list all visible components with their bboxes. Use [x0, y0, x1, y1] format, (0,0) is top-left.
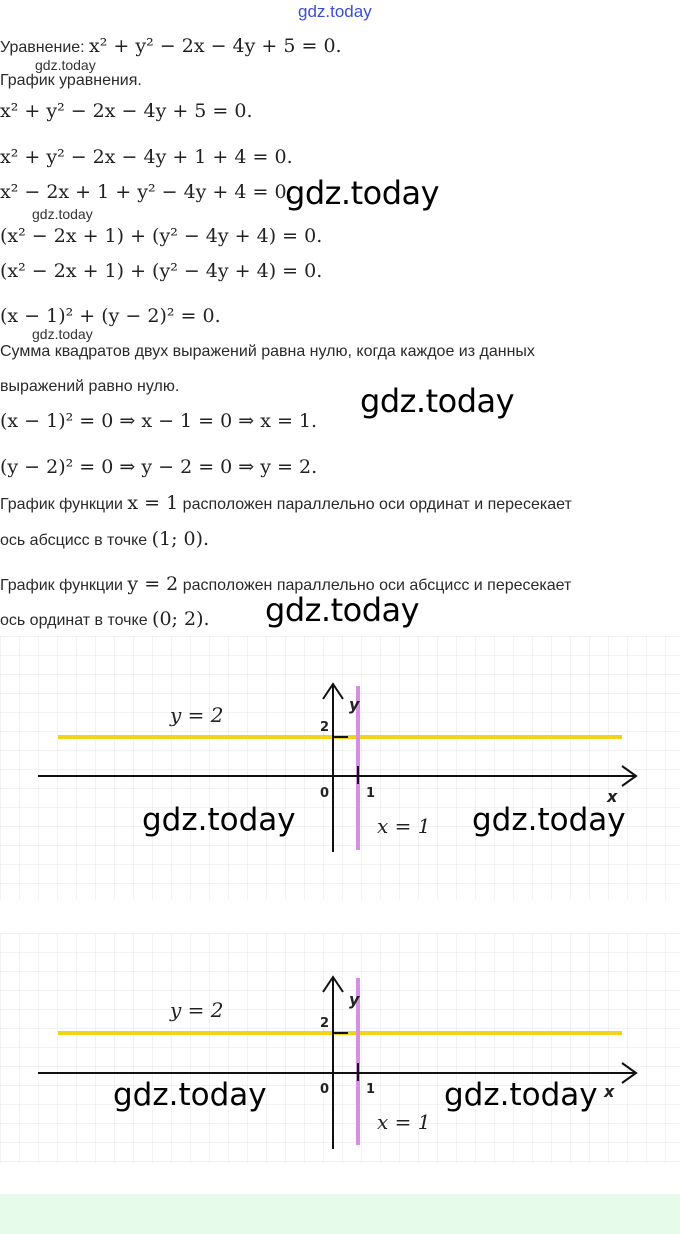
- grid: [0, 933, 680, 1163]
- fx-text-b: расположен параллельно оси ординат и пересекает: [178, 496, 572, 513]
- graph-heading: График уравнения.: [0, 72, 142, 89]
- step-2: x² + y² − 2x − 4y + 1 + 4 = 0.: [0, 146, 293, 168]
- graph-1-watermark-right: gdz.today: [472, 802, 626, 838]
- watermark-big-3: gdz.today: [265, 591, 420, 629]
- watermark-big-1: gdz.today: [285, 174, 440, 212]
- axis-y-label: y: [349, 695, 360, 714]
- tick-y-label: 2: [320, 720, 330, 735]
- equation-math: x² + y² − 2x − 4y + 5 = 0.: [89, 35, 342, 57]
- axis-x-label: x: [607, 787, 618, 806]
- watermark-small-3: gdz.today: [32, 326, 93, 342]
- tick-y-label: 2: [320, 1016, 330, 1031]
- fy-text-c: ось ординат в точке: [0, 612, 153, 629]
- x-line-label: x = 1: [377, 814, 431, 838]
- tick-x-label: 1: [366, 1082, 376, 1097]
- grid: [0, 636, 680, 900]
- step-4: (x² − 2x + 1) + (y² − 4y + 4) = 0.: [0, 225, 323, 247]
- bottom-band: [0, 1194, 680, 1234]
- step-6: (x − 1)² + (y − 2)² = 0.: [0, 305, 221, 327]
- eq-x: (x − 1)² = 0 ⇒ x − 1 = 0 ⇒ x = 1.: [0, 410, 318, 432]
- graph-1: [0, 636, 680, 900]
- y-line-label: y = 2: [170, 703, 224, 727]
- fx-point: (1; 0).: [151, 528, 210, 550]
- y-line-label: y = 2: [170, 998, 224, 1022]
- top-watermark: gdz.today: [298, 2, 372, 21]
- watermark-small-2: gdz.today: [32, 206, 93, 222]
- fx-line-2: [0, 528, 209, 550]
- sum-text-1: Сумма квадратов двух выражений равна нулю, когда каждое из данных: [0, 343, 535, 360]
- graph-1-watermark-left: gdz.today: [142, 802, 296, 838]
- fx-math: x = 1: [127, 492, 179, 514]
- origin-label: 0: [320, 786, 330, 801]
- watermark-small-1: gdz.today: [35, 57, 96, 73]
- tick-x-label: 1: [366, 786, 376, 801]
- eq-y: (y − 2)² = 0 ⇒ y − 2 = 0 ⇒ y = 2.: [0, 456, 318, 478]
- graph-2-watermark-right: gdz.today: [444, 1077, 598, 1113]
- fy-text-a: График функции: [0, 577, 128, 594]
- fy-math: y = 2: [127, 573, 179, 595]
- axis-x-label: x: [604, 1082, 615, 1101]
- equation-line: [0, 35, 342, 57]
- fx-text-a: График функции: [0, 496, 128, 513]
- fy-point: (0; 2).: [152, 608, 210, 630]
- sum-text-2: выражений равно нулю.: [0, 378, 180, 395]
- fy-text-b: расположен параллельно оси абсцисс и пересекает: [178, 577, 572, 594]
- graph-2-watermark-left: gdz.today: [113, 1077, 267, 1113]
- equation-label: Уравнение:: [0, 39, 90, 56]
- fx-text-c: ось абсцисс в точке: [0, 532, 152, 549]
- watermark-big-2: gdz.today: [360, 382, 515, 420]
- x-line-label: x = 1: [377, 1110, 431, 1134]
- graph-2: [0, 933, 680, 1163]
- fx-line-1: [0, 492, 572, 514]
- axis-y-label: y: [349, 990, 360, 1009]
- fy-line-2: [0, 608, 210, 630]
- origin-label: 0: [320, 1082, 330, 1097]
- step-5: (x² − 2x + 1) + (y² − 4y + 4) = 0.: [0, 260, 323, 282]
- step-3: x² − 2x + 1 + y² − 4y + 4 = 0.: [0, 181, 293, 203]
- step-1: x² + y² − 2x − 4y + 5 = 0.: [0, 100, 253, 122]
